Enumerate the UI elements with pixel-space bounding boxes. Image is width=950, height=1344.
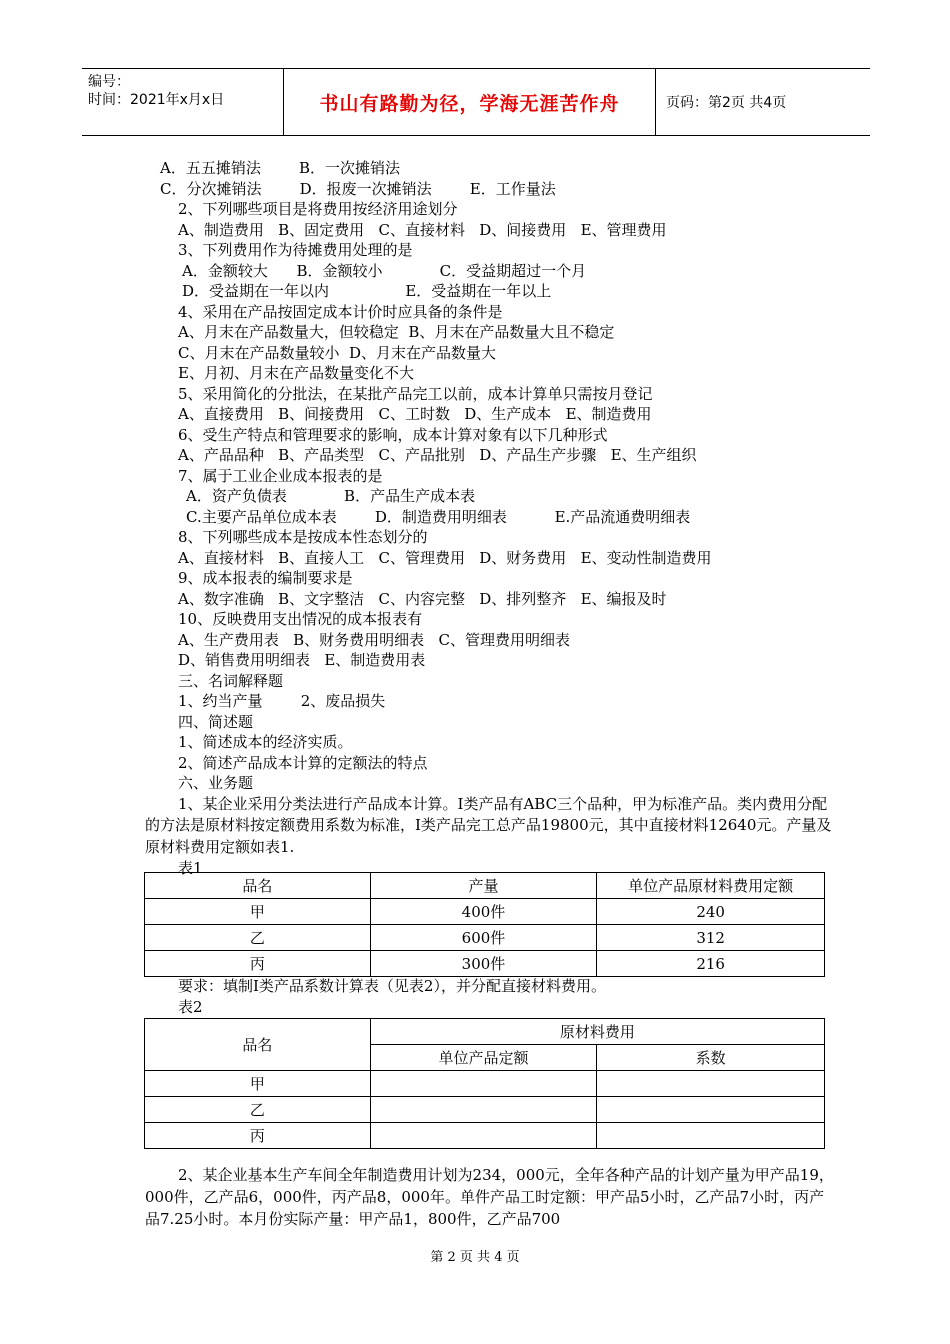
- problem-1-text: 1、某企业采用分类法进行产品成本计算。I类产品有ABC三个品种，甲为标准产品。类内费用分配的方法是原材料按定额费用系数为标准，I类产品完工总产品19800元，其中直接材料12640元。产量及原材料费用定额如表1.: [145, 794, 832, 856]
- question-title: 7、属于工业企业成本报表的是: [178, 466, 383, 485]
- table-1: [144, 872, 825, 977]
- table-row: [145, 1123, 825, 1149]
- text-line: C．分次摊销法 D．报废一次摊销法 E．工作量法: [160, 179, 556, 198]
- text-line: D．受益期在一年以内 E．受益期在一年以上: [182, 282, 552, 300]
- table-cell: 甲: [145, 899, 371, 925]
- page-footer: 第 2 页 共 4 页: [430, 1250, 520, 1265]
- table-cell-empty: [370, 1071, 597, 1097]
- text-line: A、生产费用表 B、财务费用明细表 C、管理费用明细表: [178, 630, 570, 649]
- table-header-cell: 产量: [370, 873, 597, 899]
- header-date: 时间：2021年x月x日: [88, 92, 225, 108]
- text-line: 1、简述成本的经济实质。: [178, 733, 353, 751]
- text-line: C、月末在产品数量较小 D、月末在产品数量大: [178, 343, 497, 362]
- table-row: [145, 925, 825, 951]
- table-header-cell: 系数: [597, 1045, 825, 1071]
- header-page-cell: [656, 69, 870, 135]
- text-line: A、直接费用 B、间接费用 C、工时数 D、生产成本 E、制造费用: [178, 405, 652, 423]
- table-header-cell: 单位产品定额: [370, 1045, 597, 1071]
- table-header-row: [145, 873, 825, 899]
- document-body: [0, 158, 950, 879]
- table-cell: 300件: [370, 951, 597, 977]
- question-title: 5、采用简化的分批法，在某批产品完工以前，成本计算单只需按月登记: [178, 384, 653, 403]
- table-cell: 乙: [145, 1097, 371, 1123]
- table-cell: 312: [597, 925, 825, 951]
- table-row: [145, 951, 825, 977]
- table-cell-empty: [597, 1071, 825, 1097]
- text-line: A．金额较大 B．金额较小 C．受益期超过一个月: [182, 261, 587, 280]
- table-row: [145, 1071, 825, 1097]
- text-line: D、销售费用明细表 E、制造费用表: [178, 651, 426, 669]
- text-line: A．五五摊销法 B．一次摊销法: [160, 159, 401, 177]
- section-heading: 三、名词解释题: [178, 671, 284, 690]
- text-line: A、制造费用 B、固定费用 C、直接材料 D、间接费用 E、管理费用: [178, 220, 667, 239]
- header-meta: [82, 69, 283, 135]
- text-line: A、数字准确 B、文字整洁 C、内容完整 D、排列整齐 E、编报及时: [178, 589, 667, 608]
- header-motto: 书山有路勤为径，学海无涯苦作舟: [319, 92, 620, 115]
- requirement-text: 要求：填制I类产品系数计算表（见表2），并分配直接材料费用。: [178, 977, 606, 995]
- table-cell: 216: [597, 951, 825, 977]
- table-cell: 丙: [145, 951, 371, 977]
- table-1-caption: 表1: [178, 859, 203, 877]
- table-header-cell: 单位产品原材料费用定额: [597, 873, 825, 899]
- text-line: A、直接材料 B、直接人工 C、管理费用 D、财务费用 E、变动性制造费用: [178, 548, 712, 567]
- question-title: 2、下列哪些项目是将费用按经济用途划分: [178, 200, 458, 218]
- table-2-caption: 表2: [178, 998, 203, 1016]
- text-line: E、月初、月末在产品数量变化不大: [178, 364, 414, 382]
- section-heading: 四、简述题: [178, 712, 254, 731]
- text-line: C.主要产品单位成本表 D．制造费用明细表 E.产品流通费明细表: [186, 507, 691, 526]
- table-cell-empty: [597, 1123, 825, 1149]
- question-title: 9、成本报表的编制要求是: [178, 569, 353, 587]
- question-title: 3、下列费用作为待摊费用处理的是: [178, 241, 413, 259]
- table-header-row: [145, 1019, 825, 1045]
- question-title: 10、反映费用支出情况的成本报表有: [178, 610, 423, 628]
- table-cell-empty: [370, 1097, 597, 1123]
- table-header-cell: 品名: [145, 1019, 371, 1071]
- header-motto-cell: [283, 69, 656, 135]
- table-2: [144, 1018, 825, 1149]
- header-number: 编号：: [88, 74, 130, 90]
- table-cell-empty: [597, 1097, 825, 1123]
- text-line: 2、简述产品成本计算的定额法的特点: [178, 753, 428, 772]
- question-title: 8、下列哪些成本是按成本性态划分的: [178, 528, 428, 546]
- table-cell-empty: [370, 1123, 597, 1149]
- table-cell: 乙: [145, 925, 371, 951]
- table-row: [145, 1097, 825, 1123]
- question-title: 4、采用在产品按固定成本计价时应具备的条件是: [178, 302, 503, 321]
- table-cell: 600件: [370, 925, 597, 951]
- table-cell: 240: [597, 899, 825, 925]
- table-cell: 400件: [370, 899, 597, 925]
- text-line: A、产品品种 B、产品类型 C、产品批别 D、产品生产步骤 E、生产组织: [178, 446, 697, 464]
- section-heading: 六、业务题: [178, 774, 254, 792]
- table-group-header: 原材料费用: [370, 1019, 824, 1045]
- table-cell: 丙: [145, 1123, 371, 1149]
- page-header: [82, 68, 870, 136]
- question-title: 6、受生产特点和管理要求的影响，成本计算对象有以下几种形式: [178, 425, 608, 444]
- text-line: A、月末在产品数量大，但较稳定 B、月末在产品数量大且不稳定: [178, 323, 615, 341]
- problem-2-text: 2、某企业基本生产车间全年制造费用计划为234，000元，全年各种产品的计划产量为甲产品19，000件，乙产品6，000件，丙产品8，000年。单件产品工时定额：甲产品5小时，乙产品7小时，丙产品7.25小时。本月份实际产量：甲产品1，800件，乙产品700: [145, 1166, 834, 1228]
- table-row: [145, 899, 825, 925]
- table-cell: 甲: [145, 1071, 371, 1097]
- header-page-number: 页码：第2页 共4页: [666, 95, 787, 111]
- text-line: A．资产负债表 B．产品生产成本表: [186, 487, 476, 505]
- text-line: 1、约当产量 2、废品损失: [178, 692, 386, 710]
- table-header-cell: 品名: [145, 873, 371, 899]
